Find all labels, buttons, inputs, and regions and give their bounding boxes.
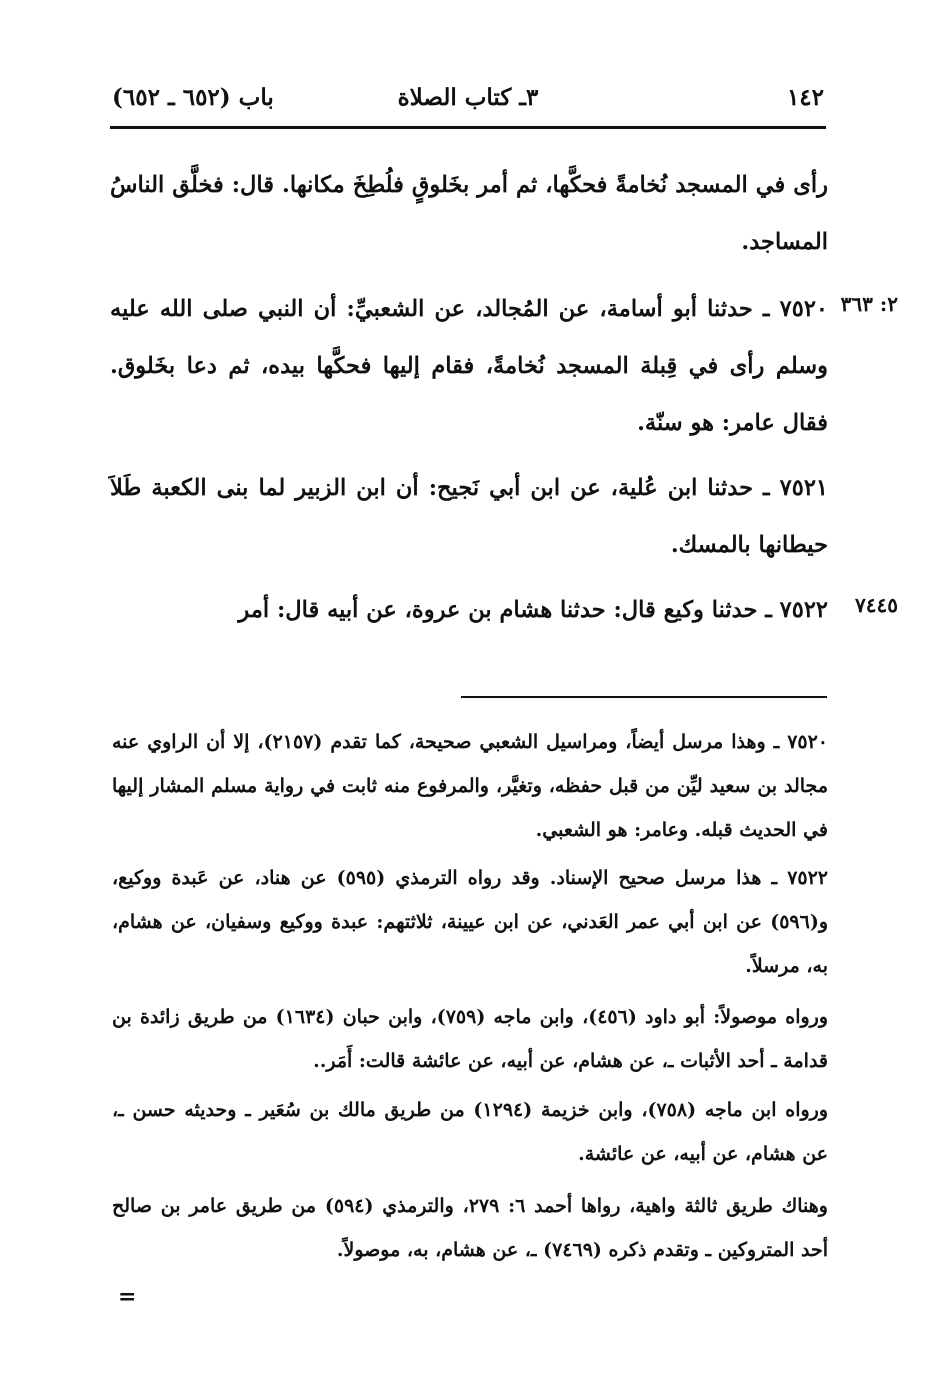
hadith-7522: ٧٥٢٢ ـ حدثنا وكيع قال: حدثنا هشام بن عروة، عن أبيه قال: أمر	[238, 597, 828, 623]
footnote-paragraph-4: ورواه ابن ماجه (٧٥٨)، وابن خزيمة (١٢٩٤) من طريق مالك بن سُعَير ـ وحديثه حسن ـ، عن هشام، عن أبيه، عن عائشة.	[112, 1099, 828, 1165]
footnote-7520: ٧٥٢٠ ـ وهذا مرسل أيضاً، ومراسيل الشعبي صحيحة، كما تقدم (٢١٥٧)، إلا أن الراوي عنه مجالد بن سعيد ليِّن من قبل حفظه، وتغيَّر، والمرفوع منه ثابت في رواية مسلم المشار إليها في الحديث قبله. وعامر: هو الشعبي.	[112, 731, 829, 841]
header-rule	[110, 126, 826, 129]
running-header	[112, 84, 824, 120]
page-number: ١٤٢	[786, 84, 824, 111]
footnote-7522: ٧٥٢٢ ـ هذا مرسل صحيح الإسناد. وقد رواه الترمذي (٥٩٥) عن هناد، عن عَبدة ووكيع، و(٥٩٦) عن ابن أبي عمر العَدني، عن ابن عيينة، ثلاثتهم: عبدة ووكيع وسفيان، عن هشام، به، مرسلاً.	[112, 867, 829, 977]
hadith-7521: ٧٥٢١ ـ حدثنا ابن عُلية، عن ابن أبي نَجيح: أن ابن الزبير لما بنى الكعبة طَلاَ حيطانها بالمسك.	[110, 475, 828, 558]
book-title: ٣ـ كتاب الصلاة	[397, 84, 539, 111]
chapter-range: باب (٦٥٢ ـ ٦٥٢)	[112, 84, 274, 111]
continuation-mark: =	[118, 1284, 137, 1310]
footnote-paragraph-5: وهناك طريق ثالثة واهية، رواها أحمد ٦: ٢٧٩، والترمذي (٥٩٤) من طريق عامر بن صالح أحد المتروكين ـ وتقدم ذكره (٧٤٦٩) ـ، عن هشام، به، موصولاً.	[112, 1195, 828, 1261]
main-paragraph-continued: رأى في المسجد نُخامةً فحكَّها، ثم أمر بخَلوقٍ فلُطِخَ مكانها. قال: فخلَّق الناسُ المساجد.	[110, 172, 828, 255]
margin-cross-reference-2: ٧٤٤٥	[855, 593, 898, 617]
footnote-separator	[461, 696, 827, 698]
margin-cross-reference: ٢: ٣٦٣	[840, 292, 898, 316]
footnote-paragraph-3: ورواه موصولاً: أبو داود (٤٥٦)، وابن ماجه (٧٥٩)، وابن حبان (١٦٣٤) من طريق زائدة بن قدامة ـ أحد الأثبات ـ، عن هشام، عن أبيه، عن عائشة قالت: أَمَر..	[112, 1006, 829, 1072]
hadith-7520: ٧٥٢٠ ـ حدثنا أبو أسامة، عن المُجالد، عن الشعبيِّ: أن النبي صلى الله عليه وسلم رأى في قِبلة المسجد نُخامةً، فقام إليها فحكَّها بيده، ثم دعا بخَلوق. فقال عامر: هو سنّة.	[110, 296, 828, 436]
